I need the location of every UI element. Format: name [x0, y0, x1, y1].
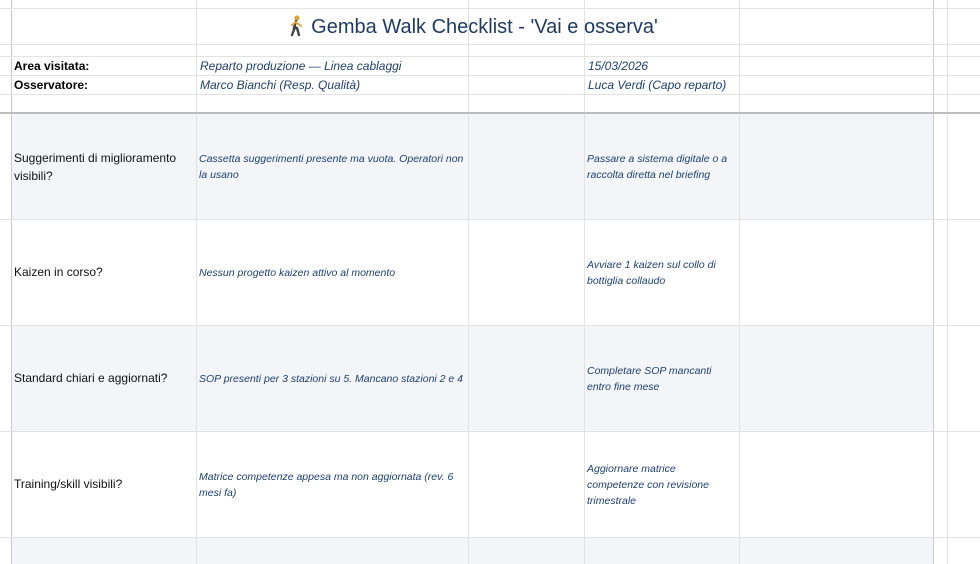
observation-cell[interactable]: SOP presenti per 3 stazioni su 5. Mancano stazioni 2 e 4 [199, 373, 464, 385]
title-cell[interactable] [12, 9, 933, 44]
person-walking-icon [287, 15, 305, 37]
grid-row-line [0, 431, 980, 432]
observation-cell[interactable]: Nessun progetto kaizen attivo al momento [199, 267, 396, 279]
grid-col-line [468, 0, 469, 564]
grid-row-line [0, 112, 980, 114]
grid-row-line [0, 44, 980, 45]
observer-value-cell[interactable]: Marco Bianchi (Resp. Qualità) [200, 78, 361, 92]
action-cell[interactable]: Completare SOP mancanti entro fine mese [587, 365, 712, 393]
grid-row-line [0, 75, 980, 76]
observation-cell[interactable]: Cassetta suggerimenti presente ma vuota. Operatori non la usano [199, 153, 464, 181]
question-cell[interactable]: Standard chiari e aggiornati? [14, 371, 168, 385]
grid-col-line [196, 0, 197, 564]
area-label-cell[interactable]: Area visitata: [14, 59, 90, 73]
question-cell[interactable]: Kaizen in corso? [14, 265, 103, 279]
date-value-cell[interactable]: 15/03/2026 [588, 59, 649, 73]
observer-label-cell[interactable]: Osservatore: [14, 78, 89, 92]
action-cell[interactable]: Avviare 1 kaizen sul collo di bottiglia collaudo [587, 259, 716, 287]
action-cell[interactable]: Passare a sistema digitale o a raccolta diretta nel briefing [587, 153, 728, 181]
grid-col-line [947, 0, 948, 564]
area-value-cell[interactable]: Reparto produzione — Linea cablaggi [200, 59, 402, 73]
question-cell[interactable]: Suggerimenti di miglioramento visibili? [14, 151, 177, 183]
grid-row-line [0, 537, 980, 538]
question-cell[interactable]: Training/skill visibili? [14, 477, 123, 491]
sheet-title-text: Gemba Walk Checklist - 'Vai e osserva' [311, 15, 658, 38]
grid-row-line [0, 94, 980, 95]
row-band-5 [12, 538, 933, 564]
grid-col-line [11, 0, 12, 564]
grid-row-line [0, 219, 980, 220]
grid-col-line [739, 0, 740, 564]
sheet-title [287, 15, 658, 39]
action-cell[interactable]: Aggiornare matrice competenze con revisione trimestrale [587, 463, 709, 507]
grid-col-line [584, 0, 585, 564]
grid-row-line [0, 56, 980, 57]
grid-col-line [933, 0, 934, 564]
observation-cell[interactable]: Matrice competenze appesa ma non aggiornata (rev. 6 mesi fa) [199, 471, 454, 499]
supervisor-value-cell[interactable]: Luca Verdi (Capo reparto) [588, 78, 727, 92]
grid-row-line [0, 325, 980, 326]
